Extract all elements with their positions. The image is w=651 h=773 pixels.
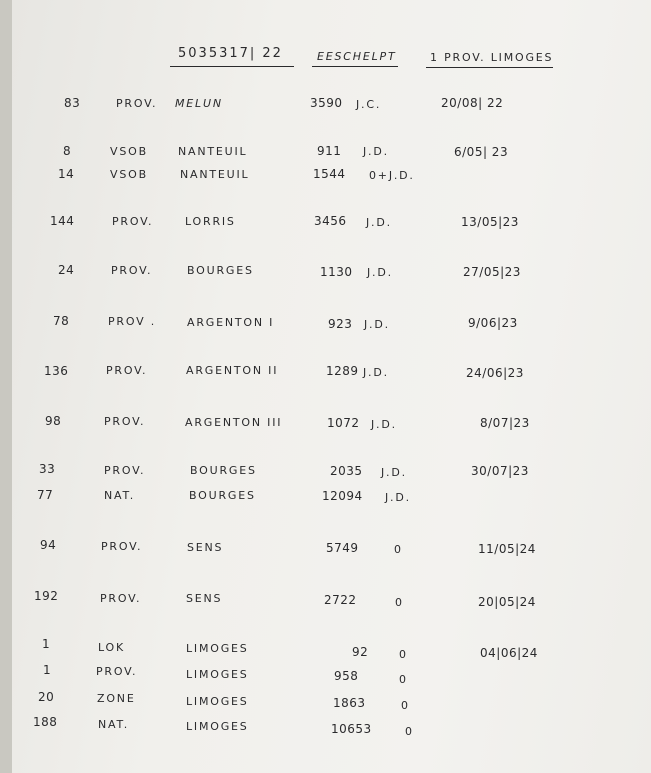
row-quantity: 2035 [330,464,363,478]
row-mark: J.D. [363,145,389,158]
row-place: LIMOGES [186,695,249,708]
row-mark: J.D. [371,418,397,431]
row-date: 20/08| 22 [441,96,504,110]
row-date: 30/07|23 [471,464,529,478]
row-number: 188 [33,715,58,729]
row-quantity: 12094 [322,489,363,503]
row-place: ARGENTON I [187,316,275,329]
row-type: NAT. [104,489,136,502]
row-date: 9/06|23 [468,316,518,330]
row-date: 27/05|23 [463,265,521,279]
row-mark: 0 [401,699,410,712]
row-type: PROV. [104,415,146,428]
row-quantity: 1130 [320,265,353,279]
row-place: MELUN [175,97,223,110]
row-quantity: 92 [352,645,369,659]
row-mark: 0 [394,543,403,556]
row-type: PROV. [101,540,143,553]
row-number: 144 [50,214,75,228]
row-place: BOURGES [189,489,256,502]
row-quantity: 2722 [324,593,357,607]
row-type: PROV. [104,464,146,477]
row-number: 1 [43,663,52,677]
row-type: PROV. [112,215,154,228]
row-mark: J.D. [366,216,392,229]
row-date: 8/07|23 [480,416,530,430]
row-type: PROV. [111,264,153,277]
row-date: 13/05|23 [461,215,519,229]
row-quantity: 1544 [313,167,346,181]
handwritten-page [12,0,651,773]
row-number: 136 [44,364,69,378]
header-reference: 5035317| 22 [178,46,283,61]
row-quantity: 3456 [314,214,347,228]
row-place: BOURGES [190,464,257,477]
row-place: LORRIS [185,215,236,228]
row-mark: 0 [399,648,408,661]
row-type: PROV. [100,592,142,605]
header-location-underline [312,66,398,67]
row-type: PROV. [116,97,158,110]
header-location: EESCHELPT [317,50,397,63]
row-number: 14 [58,167,75,181]
row-number: 98 [45,414,62,428]
row-quantity: 10653 [331,722,372,736]
row-type: PROV. [106,364,148,377]
row-quantity: 1863 [333,696,366,710]
row-number: 94 [40,538,57,552]
row-mark: 0+J.D. [369,169,415,182]
row-number: 77 [37,488,54,502]
row-quantity: 1072 [327,416,360,430]
row-quantity: 958 [334,669,359,683]
row-place: LIMOGES [186,668,249,681]
row-date: 11/05|24 [478,542,536,556]
row-number: 83 [64,96,81,110]
row-type: PROV . [108,315,157,328]
row-mark: J.D. [364,318,390,331]
row-mark: J.D. [363,366,389,379]
header-prov-underline [426,67,553,68]
row-place: SENS [186,592,223,605]
row-place: NANTEUIL [178,145,248,158]
row-place: LIMOGES [186,720,249,733]
row-number: 20 [38,690,55,704]
row-date: 6/05| 23 [454,145,509,159]
row-quantity: 911 [317,144,342,158]
row-mark: 0 [405,725,414,738]
row-mark: J.C. [356,98,382,111]
row-place: ARGENTON II [186,364,279,377]
row-quantity: 5749 [326,541,359,555]
header-prov-label: 1 PROV. LIMOGES [430,51,554,64]
row-place: BOURGES [187,264,254,277]
row-number: 33 [39,462,56,476]
row-place: LIMOGES [186,642,249,655]
row-type: VSOB [110,145,148,158]
row-place: NANTEUIL [180,168,250,181]
header-reference-underline [170,66,294,67]
row-number: 1 [42,637,51,651]
page-edge [0,0,12,773]
row-type: ZONE [97,692,136,705]
row-quantity: 1289 [326,364,359,378]
row-type: VSOB [110,168,148,181]
row-mark: J.D. [367,266,393,279]
row-number: 192 [34,589,59,603]
row-number: 78 [53,314,70,328]
row-mark: 0 [399,673,408,686]
row-mark: J.D. [381,466,407,479]
row-type: NAT. [98,718,130,731]
row-number: 24 [58,263,75,277]
row-date: 20|05|24 [478,595,536,609]
row-mark: J.D. [385,491,411,504]
row-place: ARGENTON III [185,416,283,429]
row-place: SENS [187,541,224,554]
row-type: LOK [98,641,126,654]
row-date: 24/06|23 [466,366,524,380]
row-date: 04|06|24 [480,646,538,660]
row-mark: 0 [395,596,404,609]
row-type: PROV. [96,665,138,678]
row-number: 8 [63,144,72,158]
row-quantity: 923 [328,317,353,331]
row-quantity: 3590 [310,96,343,110]
